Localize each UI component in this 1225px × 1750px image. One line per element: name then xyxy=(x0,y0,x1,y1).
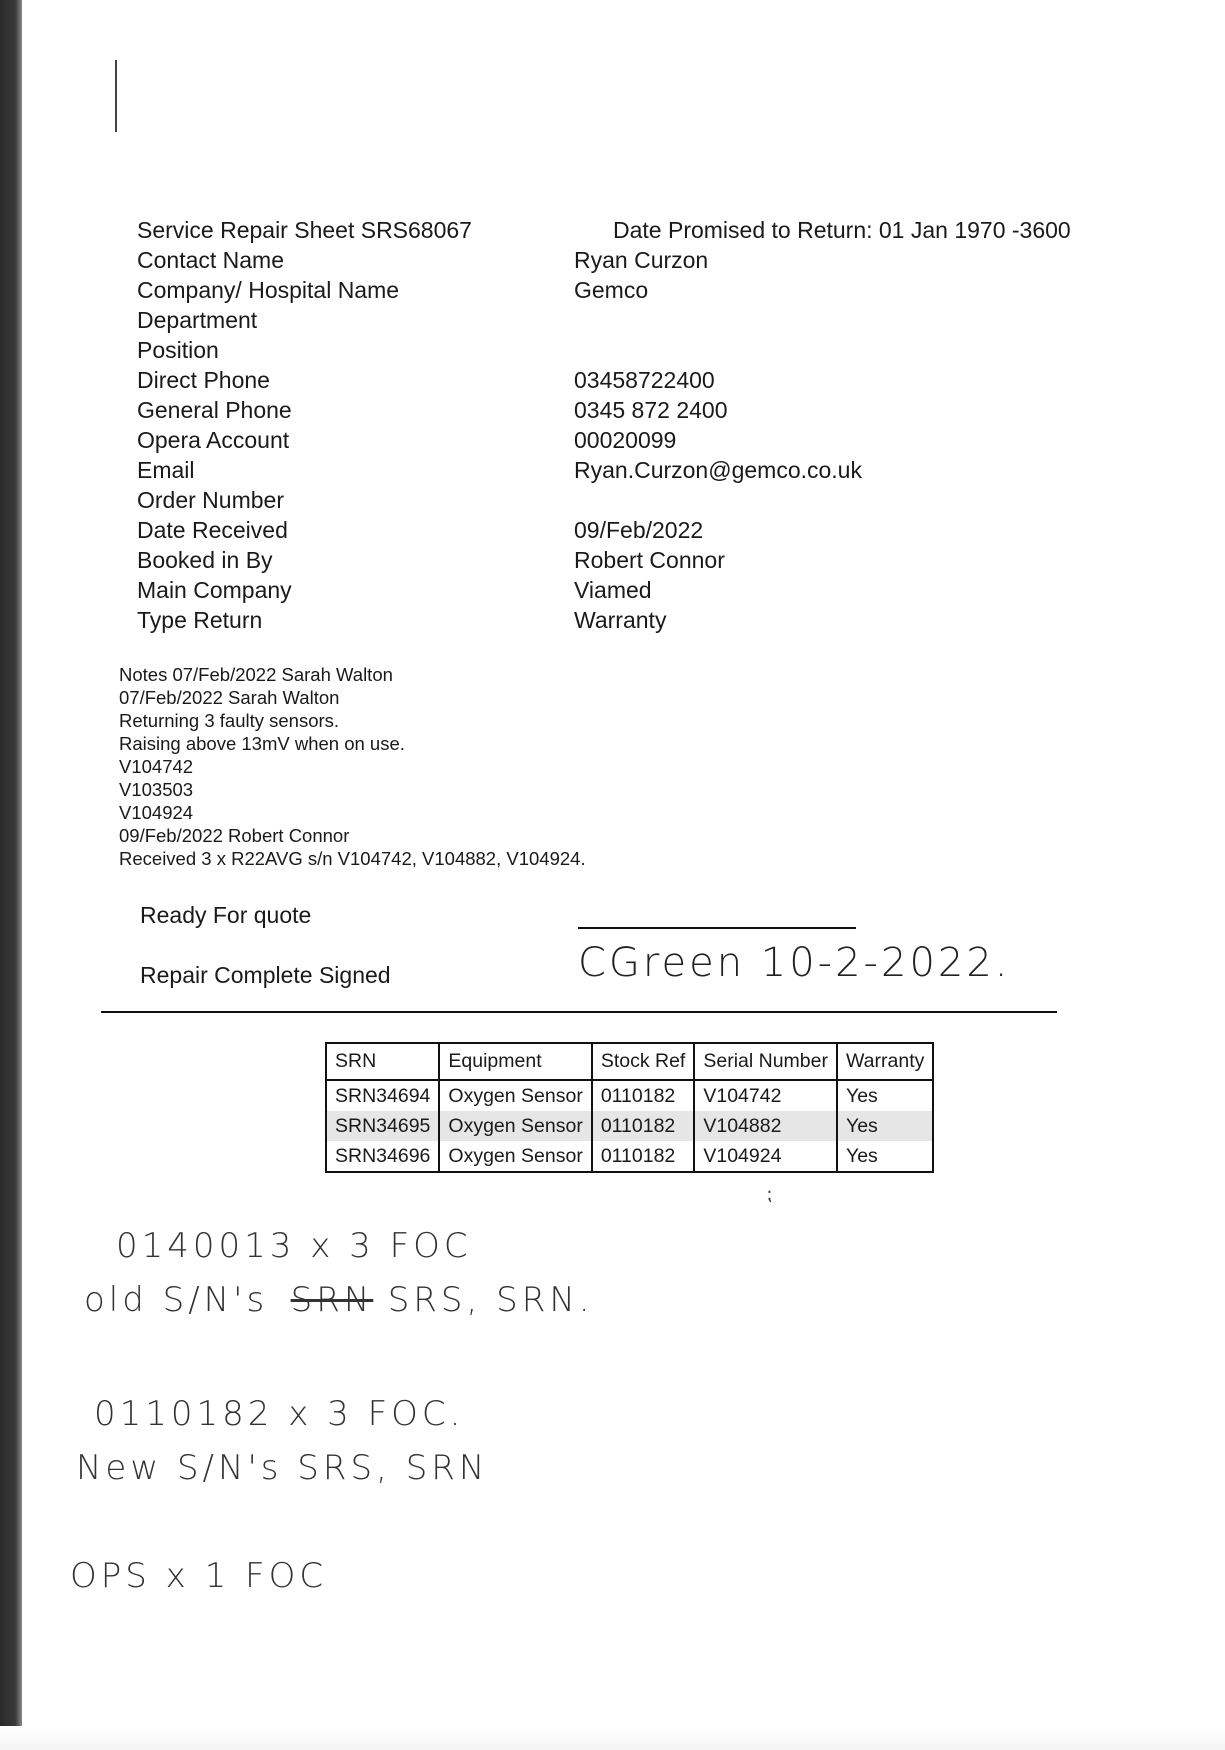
note-line: 07/Feb/2022 Sarah Walton xyxy=(119,687,340,708)
cell-warranty: Yes xyxy=(837,1141,933,1172)
field-value: Ryan.Curzon@gemco.co.uk xyxy=(574,457,862,483)
field-label: Type Return xyxy=(137,607,263,633)
divider xyxy=(101,1011,1057,1013)
cell-serial-number: V104924 xyxy=(694,1141,837,1172)
note-line: V104742 xyxy=(119,756,194,777)
note-line: Raising above 13mV when on use. xyxy=(119,733,405,754)
cell-stock-ref: 0110182 xyxy=(592,1080,695,1111)
field-value: 09/Feb/2022 xyxy=(574,517,704,543)
cell-equipment: Oxygen Sensor xyxy=(439,1111,591,1141)
handwritten-note-5: OPS x 1 FOC xyxy=(70,1556,328,1596)
field-value: 00020099 xyxy=(574,427,677,453)
handwritten-note-2-part: SRS, SRN. xyxy=(387,1280,594,1320)
note-line: 09/Feb/2022 Robert Connor xyxy=(119,825,350,846)
cell-serial-number: V104882 xyxy=(694,1111,837,1141)
cell-srn: SRN34696 xyxy=(326,1141,439,1172)
scan-bottom-edge xyxy=(0,1726,1225,1750)
ready-for-quote-signature-line xyxy=(578,927,856,929)
scan-edge xyxy=(0,0,22,1750)
handwritten-note-2-part: old S/N's xyxy=(84,1280,269,1320)
col-header-serial-number: Serial Number xyxy=(694,1043,837,1080)
date-promised: Date Promised to Return: 01 Jan 1970 -3600 xyxy=(613,217,1071,243)
repair-complete-label: Repair Complete Signed xyxy=(140,962,391,988)
table-row xyxy=(326,1080,933,1111)
handwritten-note-3: 0110182 x 3 FOC. xyxy=(94,1394,465,1434)
col-header-srn: SRN xyxy=(326,1043,439,1080)
field-label: Company/ Hospital Name xyxy=(137,277,400,303)
cell-stock-ref: 0110182 xyxy=(592,1111,695,1141)
field-label: Order Number xyxy=(137,487,284,513)
scan-speck: ⁏ xyxy=(766,1184,773,1204)
handwritten-note-2 xyxy=(84,1280,594,1320)
notes-block xyxy=(119,663,586,870)
handwritten-note-4: New S/N's SRS, SRN xyxy=(76,1448,489,1488)
cell-equipment: Oxygen Sensor xyxy=(439,1141,591,1172)
field-value: 0345 872 2400 xyxy=(574,397,728,423)
table-header-row xyxy=(326,1043,933,1080)
sheet-title: Service Repair Sheet SRS68067 xyxy=(137,217,472,243)
note-line: V103503 xyxy=(119,779,194,800)
ready-for-quote-label: Ready For quote xyxy=(140,902,312,928)
cell-stock-ref: 0110182 xyxy=(592,1141,695,1172)
handwritten-note-1: 0140013 x 3 FOC xyxy=(116,1226,472,1266)
field-label: Booked in By xyxy=(137,547,273,573)
note-line: V104924 xyxy=(119,802,194,823)
field-label: Main Company xyxy=(137,577,292,603)
field-label: Date Received xyxy=(137,517,288,543)
field-value: Warranty xyxy=(574,607,667,633)
field-label: General Phone xyxy=(137,397,292,423)
note-line: Received 3 x R22AVG s/n V104742, V104882, V104924. xyxy=(119,848,586,869)
col-header-warranty: Warranty xyxy=(837,1043,933,1080)
note-line: Notes 07/Feb/2022 Sarah Walton xyxy=(119,664,393,685)
cell-equipment: Oxygen Sensor xyxy=(439,1080,591,1111)
cell-warranty: Yes xyxy=(837,1111,933,1141)
field-value: 03458722400 xyxy=(574,367,715,393)
note-line: Returning 3 faulty sensors. xyxy=(119,710,340,731)
handwritten-strikethrough: SRN xyxy=(290,1280,374,1320)
table-row xyxy=(326,1111,933,1141)
items-table xyxy=(325,1042,934,1173)
field-label: Contact Name xyxy=(137,247,285,273)
field-value: Gemco xyxy=(574,277,649,303)
field-label: Direct Phone xyxy=(137,367,270,393)
col-header-equipment: Equipment xyxy=(439,1043,591,1080)
cell-warranty: Yes xyxy=(837,1080,933,1111)
field-label: Opera Account xyxy=(137,427,290,453)
field-label: Department xyxy=(137,307,258,333)
repair-complete-signature: CGreen 10-2-2022. xyxy=(578,940,1011,986)
cell-serial-number: V104742 xyxy=(694,1080,837,1111)
cell-srn: SRN34695 xyxy=(326,1111,439,1141)
field-value: Viamed xyxy=(574,577,652,603)
scan-mark xyxy=(115,60,117,132)
cell-srn: SRN34694 xyxy=(326,1080,439,1111)
field-value: Robert Connor xyxy=(574,547,725,573)
field-label: Email xyxy=(137,457,195,483)
table-row xyxy=(326,1141,933,1172)
col-header-stock-ref: Stock Ref xyxy=(592,1043,695,1080)
field-value: Ryan Curzon xyxy=(574,247,709,273)
field-label: Position xyxy=(137,337,219,363)
